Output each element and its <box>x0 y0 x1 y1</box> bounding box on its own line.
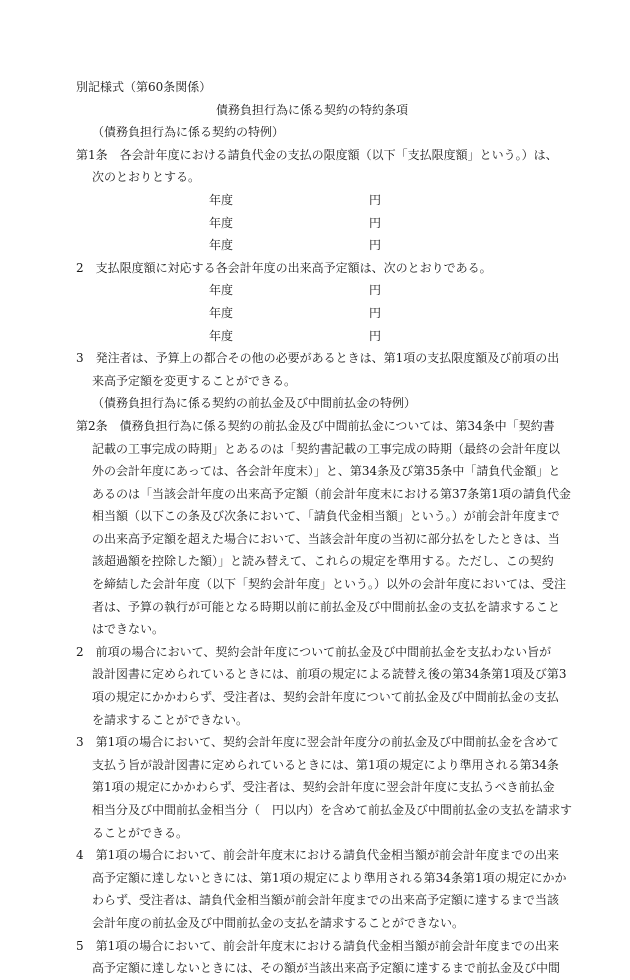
article-2-paragraph-2-line: を請求することができない。 <box>92 712 249 727</box>
article-2-paragraph-4-line: 4 第1項の場合において、前会計年度末における請負代金相当額が前会計年度までの出来 <box>76 848 560 863</box>
article-2-paragraph-2-line: 設計図書に定められているときには、前項の規定による読替え後の第34条第1項及び第3 <box>92 667 567 682</box>
yen-label: 円 <box>369 238 382 253</box>
limit-amount-row <box>0 189 630 212</box>
article-2-line: 外の会計年度にあっては、各会計年度末）」と、第34条及び第35条中「請負代金額」と <box>92 464 561 479</box>
yen-label: 円 <box>369 328 382 343</box>
yen-label: 円 <box>369 215 382 230</box>
fiscal-year-label: 年度 <box>209 238 234 253</box>
limit-amount-row <box>0 234 630 257</box>
article-2-line: 第2条 債務負担行為に係る契約の前払金及び中間前払金については、第34条中「契約書 <box>76 418 555 433</box>
fiscal-year-label: 年度 <box>209 192 234 207</box>
article-2-paragraph-4-line: わらず、受注者は、請負代金相当額が前会計年度までの出来高予定額に達するまで当該 <box>92 893 560 908</box>
article-2-line: の出来高予定額を超えた場合において、当該会計年度の当初に部分払をしたときは、当 <box>92 531 560 546</box>
document-title: 債務負担行為に係る契約の特約条項 <box>216 102 409 117</box>
document-page <box>0 76 630 980</box>
fiscal-year-label: 年度 <box>209 283 234 298</box>
article-2-line: を締結した会計年度（以下「契約会計年度」という。）以外の会計年度においては、受注 <box>92 577 567 592</box>
fiscal-year-label: 年度 <box>209 328 234 343</box>
fiscal-year-label: 年度 <box>209 215 234 230</box>
article-1-paragraph-2: 2 支払限度額に対応する各会計年度の出来高予定額は、次のとおりである。 <box>76 260 492 275</box>
article-2-line: 相当額（以下この条及び次条において、「請負代金相当額」という。）が前会計年度まで <box>92 509 560 524</box>
article-2-line: 記載の工事完成の時期」とあるのは「契約書記載の工事完成の時期（最終の会計年度以 <box>92 441 561 456</box>
limit-amount-row <box>0 212 630 235</box>
article-2-paragraph-3-line: 第1項の規定にかかわらず、受注者は、契約会計年度に翌会計年度に支払うべき前払金 <box>92 780 555 795</box>
article-2-paragraph-5-line: 5 第1項の場合において、前会計年度末における請負代金相当額が前会計年度までの出来 <box>76 938 560 953</box>
fiscal-year-label: 年度 <box>209 305 234 320</box>
planned-output-row <box>0 325 630 348</box>
article-2-paragraph-2-line: 2 前項の場合において、契約会計年度について前払金及び中間前払金を支払わない旨が <box>76 644 552 659</box>
article-2-paragraph-4-line: 会計年度の前払金及び中間前払金の支払を請求することができない。 <box>92 915 465 930</box>
article-2-paragraph-4-line: 高予定額に達しないときには、第1項の規定により準用される第34条第1項の規定にかか <box>92 870 567 885</box>
article-2-paragraph-3-line: 支払う旨が設計図書に定められているときには、第1項の規定により準用される第34条 <box>92 757 559 772</box>
yen-label: 円 <box>369 305 382 320</box>
section-heading-2: （債務負担行為に係る契約の前払金及び中間前払金の特例） <box>92 396 417 411</box>
article-2-paragraph-3-line: 3 第1項の場合において、契約会計年度に翌会計年度分の前払金及び中間前払金を含めて <box>76 735 560 750</box>
article-2-line: はできない。 <box>92 622 165 637</box>
article-1-paragraph-3-line: 来高予定額を変更することができる。 <box>92 373 297 388</box>
article-2-paragraph-3-line: 相当分及び中間前払金相当分（ 円以内）を含めて前払金及び中間前払金の支払を請求す <box>92 803 573 817</box>
article-2-line: 該超過額を控除した額）」と読み替えて、これらの規定を準用する。ただし、この契約 <box>92 554 554 569</box>
planned-output-row <box>0 279 630 302</box>
section-heading-1: （債務負担行為に係る契約の特例） <box>92 125 285 140</box>
yen-label: 円 <box>369 192 382 207</box>
article-1-line: 第1条 各会計年度における請負代金の支払の限度額（以下「支払限度額」という。）は、 <box>76 147 558 162</box>
article-2-line: あるのは「当該会計年度の出来高予定額（前会計年度末における第37条第1項の請負代金 <box>92 486 571 501</box>
yen-label: 円 <box>369 283 382 298</box>
article-2-paragraph-2-line: 項の規定にかかわらず、受注者は、契約会計年度について前払金及び中間前払金の支払 <box>92 690 559 705</box>
form-header: 別記様式（第60条関係） <box>76 80 212 94</box>
article-2-paragraph-5-line: 高予定額に達しないときには、その額が当該出来高予定額に達するまで前払金及び中間 <box>92 961 561 976</box>
article-1-line: 次のとおりとする。 <box>92 170 201 185</box>
planned-output-row <box>0 302 630 325</box>
article-1-paragraph-3-line: 3 発注者は、予算上の都合その他の必要があるときは、第1項の支払限度額及び前項の出 <box>76 351 560 366</box>
article-2-line: 者は、予算の執行が可能となる時期以前に前払金及び中間前払金の支払を請求すること <box>92 599 561 614</box>
article-2-paragraph-3-line: ることができる。 <box>92 825 189 840</box>
